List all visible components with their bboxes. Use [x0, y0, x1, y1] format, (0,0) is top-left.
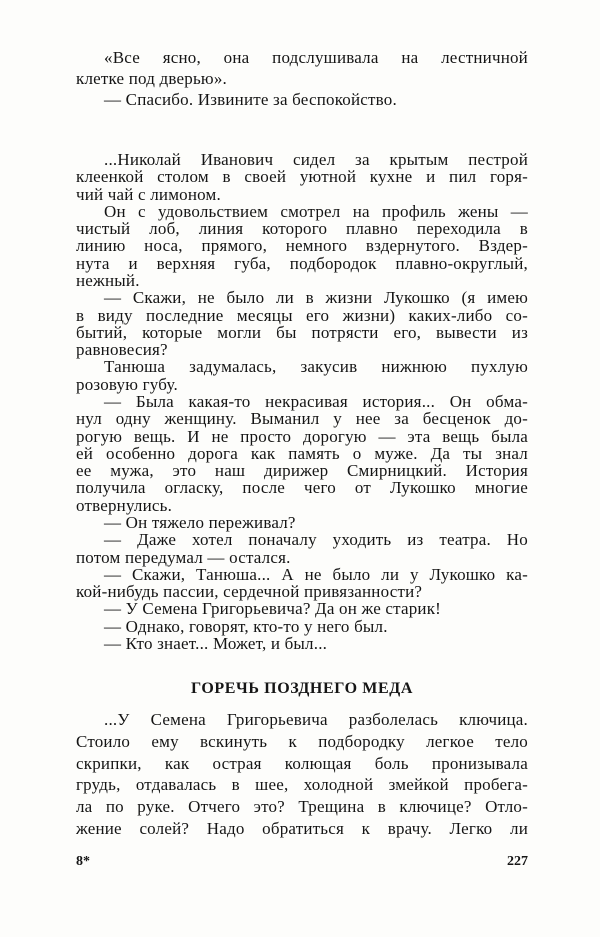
text-line: жение солей? Надо обратиться к врачу. Легко ли [76, 819, 528, 838]
text-line: чий чай с лимоном. [76, 184, 221, 204]
text-line: нута и верхняя губа, подбородок плавно-округлый, [76, 253, 528, 273]
text-line: бытий, которые могли бы потрясти его, вывести из [76, 322, 528, 342]
text-line: Танюша задумалась, закусив нижнюю пухлую [104, 357, 528, 377]
text-line: отвернулись. [76, 495, 173, 515]
text-line: — Скажи, Танюша... А не было ли у Лукошко ка- [104, 564, 528, 584]
text-line: — У Семена Григорьевича? Да он же старик! [104, 599, 442, 619]
text-line: Стоило ему вскинуть к подбородку легкое тело [76, 731, 528, 751]
text-line: — Однако, говорят, кто-то у него был. [104, 616, 388, 636]
text-line: — Была какая-то некрасивая история... Он обма- [104, 392, 528, 411]
text-line: ла по руке. Отчего это? Трещина в ключице? Отло- [76, 797, 528, 817]
text-line: линию носа, прямого, немного вздернутого. Вздер- [76, 236, 528, 256]
text-line: грудь, отдавалась в шее, холодной змейкой пробега- [76, 775, 528, 795]
text-line: — Кто знает... Может, и был... [104, 634, 328, 653]
text-line: клеенкой столом в своей уютной кухне и пил горя- [76, 167, 528, 187]
text-line: нул одну женщину. Выманил у нее за бесценок до- [76, 409, 528, 429]
text-line: — Он тяжело переживал? [104, 513, 296, 532]
text-line: розовую губу. [76, 374, 178, 394]
section-heading: ГОРЕЧЬ ПОЗДНЕГО МЕДА [190, 680, 414, 697]
text-line: «Все ясно, она подслушивала на лестничной [104, 48, 528, 67]
signature-mark: 8* [76, 854, 90, 869]
text-line: ей особенно дорога как память о муже. Да ты знал [76, 443, 528, 463]
text-line: клетке под дверью». [76, 69, 227, 88]
text-line: в виду последние месяцы его жизни) каких-либо со- [76, 305, 528, 325]
text-line: потом передумал — остался. [76, 547, 291, 567]
text-line: — Скажи, не было ли в жизни Лукошко (я имею [104, 288, 528, 308]
text-line: скрипки, как острая колющая боль пронизывала [76, 753, 528, 773]
text-line: нежный. [76, 271, 140, 290]
text-line: ее мужа, это наш дирижер Смирницкий. История [76, 461, 528, 481]
text-line: чистый лоб, линия которого плавно переходила в [76, 219, 528, 239]
text-line: рогую вещь. И не просто дорогую — эта вещь была [76, 426, 528, 446]
text-line: — Даже хотел поначалу уходить из театра. Но [104, 530, 528, 550]
page-number: 227 [507, 854, 528, 869]
text-line: ...Николай Иванович сидел за крытым пестрой [104, 150, 528, 169]
text-line: Он с удовольствием смотрел на профиль жены — [104, 201, 528, 221]
text-line: получила огласку, после чего от Лукошко многие [76, 478, 528, 498]
text-line: равновесия? [76, 340, 168, 360]
text-line: — Спасибо. Извините за беспокойство. [104, 90, 397, 109]
text-line: кой-нибудь пассии, сердечной привязанности? [76, 582, 423, 602]
text-line: ...У Семена Григорьевича разболелась ключица. [104, 710, 528, 729]
